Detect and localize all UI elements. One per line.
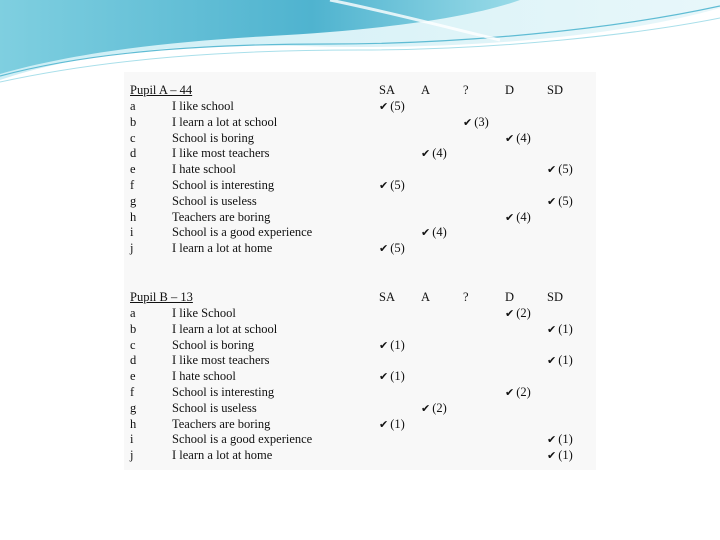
- response-score: (2): [516, 384, 531, 399]
- table-row: [130, 131, 592, 147]
- response-cell: [505, 194, 547, 210]
- response-cell: [421, 353, 463, 369]
- response-cell: [505, 131, 547, 147]
- response-cell: [421, 401, 463, 417]
- table-row: [130, 369, 592, 385]
- response-cell: [505, 162, 547, 178]
- response-cell: [421, 162, 463, 178]
- table-row: [130, 353, 592, 369]
- item-statement: I learn a lot at school: [172, 114, 278, 129]
- item-letter: a: [130, 99, 136, 113]
- response-cell: [505, 306, 547, 322]
- item-statement: I hate school: [172, 162, 236, 177]
- checkmark-icon: ✔: [547, 322, 557, 336]
- response-cell: [505, 99, 547, 115]
- response-cell: [505, 241, 547, 257]
- response-cell: [421, 322, 463, 338]
- column-header: SD: [547, 82, 563, 97]
- response-cell: [547, 146, 592, 162]
- response-cell: [463, 241, 505, 257]
- table-row: [130, 178, 592, 194]
- table-row: [130, 432, 592, 448]
- item-letter: e: [130, 162, 136, 177]
- response-cell: [463, 115, 505, 131]
- response-cell: [421, 194, 463, 210]
- item-letter: f: [130, 384, 135, 399]
- table-row: [130, 146, 592, 162]
- response-cell: [463, 194, 505, 210]
- item-statement: I learn a lot at home: [172, 448, 273, 463]
- item-statement: I learn a lot at school: [172, 321, 278, 336]
- response-cell: [421, 369, 463, 385]
- response-cell: [379, 210, 421, 226]
- response-score: (2): [432, 400, 447, 415]
- checkmark-icon: ✔: [505, 210, 515, 224]
- response-cell: [463, 99, 505, 115]
- response-cell: [547, 385, 592, 401]
- response-cell: [505, 369, 547, 385]
- item-letter: d: [130, 146, 137, 161]
- response-cell: [379, 162, 421, 178]
- table-row: [130, 385, 592, 401]
- table-row: [130, 417, 592, 433]
- pupil-b-response-table: [130, 289, 592, 464]
- response-cell: [547, 225, 592, 241]
- response-cell: [421, 417, 463, 433]
- response-cell: [505, 417, 547, 433]
- response-score: (1): [558, 353, 573, 368]
- response-cell: [379, 432, 421, 448]
- item-letter: a: [130, 306, 136, 320]
- response-score: (4): [516, 130, 531, 145]
- response-cell: [547, 322, 592, 338]
- response-cell: [379, 353, 421, 369]
- item-letter: f: [130, 177, 135, 192]
- response-cell: [421, 338, 463, 354]
- checkmark-icon: ✔: [547, 354, 557, 368]
- item-letter: j: [130, 448, 134, 463]
- response-cell: [547, 178, 592, 194]
- table-row: [130, 210, 592, 226]
- response-cell: [463, 146, 505, 162]
- response-cell: [463, 385, 505, 401]
- response-cell: [379, 131, 421, 147]
- table-row: [130, 194, 592, 210]
- response-cell: [505, 448, 547, 464]
- response-cell: [463, 225, 505, 241]
- response-cell: [421, 146, 463, 162]
- item-statement: I learn a lot at home: [172, 241, 273, 256]
- item-statement: School is useless: [172, 193, 257, 208]
- checkmark-icon: ✔: [421, 147, 431, 161]
- response-score: (5): [390, 99, 405, 113]
- response-cell: [505, 385, 547, 401]
- response-cell: [379, 306, 421, 322]
- table-row: [130, 338, 592, 354]
- response-cell: [547, 99, 592, 115]
- pupil-a-response-table: [130, 82, 592, 257]
- response-cell: [379, 385, 421, 401]
- response-cell: [547, 241, 592, 257]
- checkmark-icon: ✔: [379, 178, 389, 192]
- checkmark-icon: ✔: [379, 242, 389, 256]
- response-score: (2): [516, 306, 531, 320]
- response-cell: [421, 131, 463, 147]
- response-score: (1): [390, 369, 405, 384]
- pupil-header-row: [130, 289, 592, 306]
- response-score: (3): [474, 114, 489, 129]
- item-statement: I like School: [172, 306, 236, 320]
- checkmark-icon: ✔: [421, 401, 431, 415]
- response-cell: [421, 432, 463, 448]
- table-row: [130, 225, 592, 241]
- response-cell: [463, 401, 505, 417]
- response-cell: [505, 210, 547, 226]
- response-cell: [463, 178, 505, 194]
- item-statement: School is boring: [172, 130, 254, 145]
- response-cell: [547, 194, 592, 210]
- pupil-title: Pupil A – 44: [130, 82, 193, 97]
- item-letter: b: [130, 321, 137, 336]
- response-cell: [379, 448, 421, 464]
- response-cell: [463, 131, 505, 147]
- response-cell: [463, 210, 505, 226]
- response-score: (4): [516, 209, 531, 224]
- response-cell: [421, 225, 463, 241]
- response-cell: [505, 178, 547, 194]
- response-cell: [379, 322, 421, 338]
- response-cell: [505, 432, 547, 448]
- checkmark-icon: ✔: [547, 449, 557, 463]
- response-cell: [463, 353, 505, 369]
- response-cell: [463, 162, 505, 178]
- column-header: A: [421, 289, 431, 304]
- item-statement: School is a good experience: [172, 432, 313, 447]
- table-row: [130, 99, 592, 115]
- item-statement: School is boring: [172, 337, 254, 352]
- column-header: A: [421, 82, 431, 97]
- response-cell: [505, 225, 547, 241]
- column-header: ?: [463, 289, 469, 304]
- item-letter: h: [130, 416, 137, 431]
- column-header: D: [505, 289, 515, 304]
- item-letter: h: [130, 209, 137, 224]
- response-cell: [421, 385, 463, 401]
- response-cell: [505, 115, 547, 131]
- column-header: SA: [379, 289, 395, 304]
- checkmark-icon: ✔: [505, 385, 515, 399]
- response-cell: [547, 210, 592, 226]
- checkmark-icon: ✔: [547, 433, 557, 447]
- response-cell: [379, 417, 421, 433]
- item-letter: d: [130, 353, 137, 368]
- response-cell: [379, 194, 421, 210]
- item-letter: c: [130, 130, 136, 145]
- response-cell: [505, 401, 547, 417]
- table-row: [130, 115, 592, 131]
- response-score: (5): [558, 162, 573, 177]
- response-cell: [505, 146, 547, 162]
- response-cell: [463, 322, 505, 338]
- response-score: (4): [432, 225, 447, 240]
- response-cell: [379, 99, 421, 115]
- response-cell: [379, 401, 421, 417]
- response-cell: [379, 369, 421, 385]
- response-cell: [547, 432, 592, 448]
- checkmark-icon: ✔: [547, 194, 557, 208]
- response-cell: [547, 417, 592, 433]
- item-letter: i: [130, 432, 134, 447]
- pupil-title: Pupil B – 13: [130, 289, 193, 304]
- response-cell: [463, 338, 505, 354]
- response-cell: [505, 322, 547, 338]
- table-row: [130, 306, 592, 322]
- table-row: [130, 322, 592, 338]
- checkmark-icon: ✔: [379, 338, 389, 352]
- response-score: (1): [558, 448, 573, 463]
- response-cell: [547, 353, 592, 369]
- checkmark-icon: ✔: [421, 226, 431, 240]
- response-cell: [463, 448, 505, 464]
- table-row: [130, 241, 592, 257]
- response-cell: [463, 432, 505, 448]
- response-cell: [379, 338, 421, 354]
- response-cell: [379, 241, 421, 257]
- response-cell: [547, 448, 592, 464]
- response-score: (1): [558, 321, 573, 336]
- item-statement: School is interesting: [172, 177, 275, 192]
- item-statement: I like most teachers: [172, 353, 270, 368]
- column-header: SA: [379, 82, 395, 97]
- response-score: (5): [558, 193, 573, 208]
- response-score: (1): [558, 432, 573, 447]
- item-statement: School is a good experience: [172, 225, 313, 240]
- item-statement: Teachers are boring: [172, 416, 271, 431]
- response-cell: [379, 225, 421, 241]
- item-letter: j: [130, 241, 134, 256]
- column-header: SD: [547, 289, 563, 304]
- item-statement: I hate school: [172, 369, 236, 384]
- item-statement: School is useless: [172, 400, 257, 415]
- response-cell: [505, 353, 547, 369]
- checkmark-icon: ✔: [547, 163, 557, 177]
- response-cell: [547, 115, 592, 131]
- item-letter: g: [130, 400, 137, 415]
- response-score: (1): [390, 416, 405, 431]
- item-letter: e: [130, 369, 136, 384]
- item-statement: I like school: [172, 99, 234, 113]
- item-statement: Teachers are boring: [172, 209, 271, 224]
- item-letter: c: [130, 337, 136, 352]
- response-score: (5): [390, 241, 405, 256]
- response-cell: [421, 178, 463, 194]
- response-cell: [463, 369, 505, 385]
- response-cell: [505, 338, 547, 354]
- response-cell: [547, 401, 592, 417]
- table-row: [130, 162, 592, 178]
- table-row: [130, 401, 592, 417]
- response-cell: [421, 99, 463, 115]
- checkmark-icon: ✔: [379, 417, 389, 431]
- table-row: [130, 448, 592, 464]
- response-cell: [421, 115, 463, 131]
- checkmark-icon: ✔: [505, 307, 515, 320]
- checkmark-icon: ✔: [379, 100, 389, 113]
- response-cell: [379, 178, 421, 194]
- response-cell: [547, 162, 592, 178]
- item-letter: i: [130, 225, 134, 240]
- response-cell: [421, 210, 463, 226]
- column-header: D: [505, 82, 515, 97]
- response-score: (4): [432, 146, 447, 161]
- response-cell: [379, 115, 421, 131]
- item-letter: b: [130, 114, 137, 129]
- item-letter: g: [130, 193, 137, 208]
- response-cell: [421, 241, 463, 257]
- response-cell: [547, 369, 592, 385]
- item-statement: I like most teachers: [172, 146, 270, 161]
- checkmark-icon: ✔: [463, 115, 473, 129]
- item-statement: School is interesting: [172, 384, 275, 399]
- response-score: (1): [390, 337, 405, 352]
- response-cell: [547, 306, 592, 322]
- response-cell: [547, 131, 592, 147]
- response-cell: [463, 306, 505, 322]
- checkmark-icon: ✔: [505, 131, 515, 145]
- checkmark-icon: ✔: [379, 370, 389, 384]
- pupil-header-row: [130, 82, 592, 99]
- response-cell: [421, 306, 463, 322]
- response-cell: [547, 338, 592, 354]
- response-cell: [421, 448, 463, 464]
- response-score: (5): [390, 177, 405, 192]
- response-cell: [463, 417, 505, 433]
- response-cell: [379, 146, 421, 162]
- column-header: ?: [463, 82, 469, 97]
